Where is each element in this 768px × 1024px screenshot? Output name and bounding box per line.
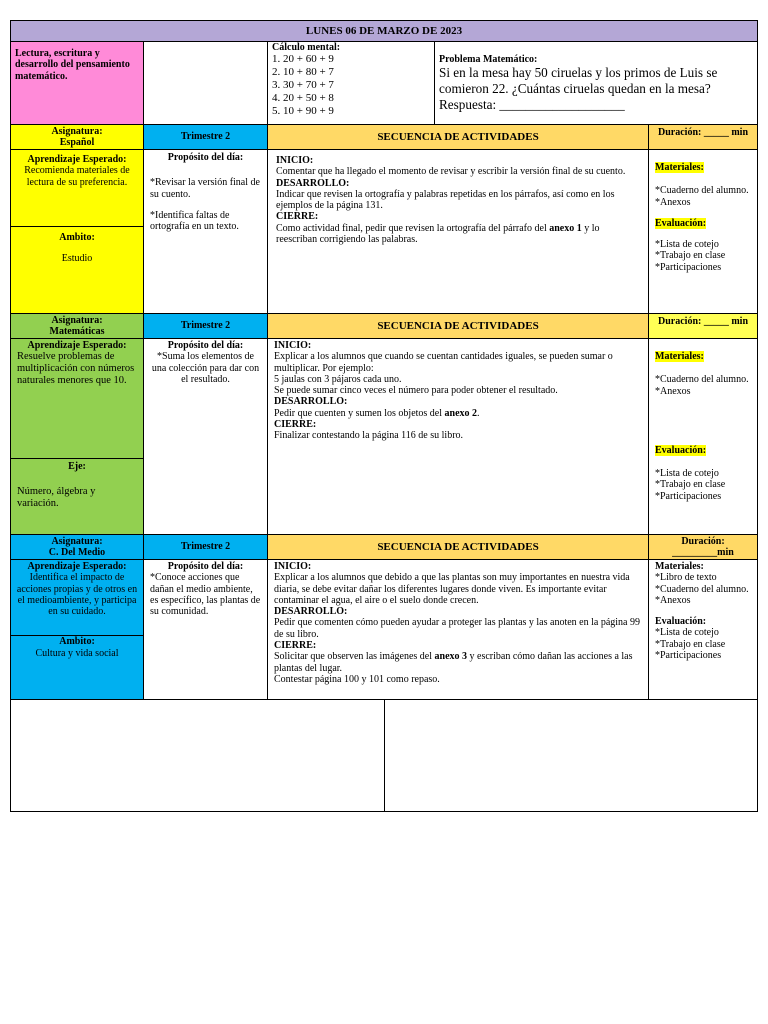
mental-calc-cell	[267, 41, 435, 125]
date-header: LUNES 06 DE MARZO DE 2023	[10, 20, 758, 42]
duration-espanol: Duración: _____ min	[648, 124, 758, 150]
duration-matematicas: Duración: _____ min	[648, 313, 758, 339]
subject-header-medio	[10, 534, 144, 560]
activities-cell-matematicas	[267, 338, 649, 535]
evaluacion-item: *Lista de cotejo	[655, 627, 719, 639]
proposito-text: *Revisar la versión final de su cuento.	[150, 177, 260, 200]
inicio-text: 5 jaulas con 3 pájaros cada uno.	[274, 373, 402, 385]
lesson-area-label: Lectura, escritura y desarrollo del pensamiento matemático.	[10, 41, 144, 125]
cierre-text-b: y lo reescriban corrigiendo las palabras.	[276, 222, 600, 246]
notes-cell-right	[384, 699, 758, 812]
evaluacion-label: Evaluación:	[655, 217, 707, 229]
mental-calc-item: 2. 10 + 80 + 7	[272, 66, 334, 79]
math-problem-answer: Respuesta: ___________________	[439, 97, 625, 113]
aprendizaje-text: Recomienda materiales de lectura de su preferencia.	[24, 165, 130, 188]
evaluacion-item: *Lista de cotejo	[655, 468, 719, 480]
sequence-header-medio: SECUENCIA DE ACTIVIDADES	[267, 534, 649, 560]
evaluacion-label: Evaluación:	[655, 616, 707, 628]
activities-cell-medio	[267, 559, 649, 700]
sequence-header-espanol: SECUENCIA DE ACTIVIDADES	[267, 124, 649, 150]
material-item: *Cuaderno del alumno.	[655, 583, 749, 595]
inicio-text: Explicar a los alumnos que debido a que las plantas son muy importantes en nuestra vida diaria, se debe evitar dañar los diferentes lugares donde viven. Es importante evitar contaminar el agua, el aire o el suelo donde crecen.	[274, 572, 630, 606]
inicio-text: Explicar a los alumnos que cuando se cuentan cantidades iguales, se pueden sumar o multiplicar. Por ejemplo:	[274, 351, 613, 374]
desarrollo-label: DESARROLLO:	[274, 606, 348, 618]
aprendizaje-text: Resuelve problemas de multiplicación con números naturales menores que 10.	[17, 351, 135, 387]
cierre-text-a: Como actividad final, pedir que revisen la ortografía del párrafo del	[276, 222, 550, 234]
desarrollo-label: DESARROLLO:	[274, 396, 348, 408]
cierre-label: CIERRE:	[274, 419, 317, 431]
proposito-title: Propósito del día:	[167, 152, 244, 163]
math-problem-text: Si en la mesa hay 50 ciruelas y los primos de Luis se comieron 22. ¿Cuántas ciruelas quedan en la mesa?	[439, 65, 718, 97]
mental-calc-item: 1. 20 + 60 + 9	[272, 53, 334, 66]
proposito-text: *Conoce acciones que dañan el medio ambiente, es específico, las plantas de su comunidad.	[150, 572, 261, 618]
evaluacion-item: *Trabajo en clase	[655, 479, 726, 491]
proposito-title: Propósito del día:	[167, 340, 244, 351]
ambito-cell-medio	[10, 635, 144, 700]
ambito-text: Estudio	[61, 253, 93, 265]
subject-header-espanol	[10, 124, 144, 150]
desarrollo-text	[274, 408, 642, 419]
eje-title: Eje:	[68, 461, 86, 472]
subject-label: Asignatura:	[51, 126, 103, 137]
desarrollo-text: Indicar que revisen la ortografía y palabras repetidas en los párrafos, así como en los ejemplos de la página 131.	[276, 188, 615, 212]
aprendizaje-title: Aprendizaje Esperado:	[27, 340, 127, 351]
resources-cell-medio	[648, 559, 758, 700]
aprendizaje-cell-matematicas	[10, 338, 144, 459]
material-item: *Anexos	[655, 385, 691, 397]
mental-calc-title: Cálculo mental:	[272, 42, 341, 53]
cierre-label: CIERRE:	[276, 211, 319, 223]
materiales-label: Materiales:	[655, 561, 704, 572]
materiales-label: Materiales:	[655, 351, 704, 362]
mental-calc-item: 5. 10 + 90 + 9	[272, 105, 334, 118]
cierre-text-a: Solicitar que observen las imágenes del	[274, 651, 435, 663]
aprendizaje-title: Aprendizaje Esperado:	[27, 561, 127, 572]
desarrollo-label: DESARROLLO:	[276, 177, 350, 189]
notes-cell-left	[10, 699, 385, 812]
trimester-medio: Trimestre 2	[143, 534, 268, 560]
subject-label: Asignatura:	[51, 315, 103, 326]
inicio-label: INICIO:	[274, 561, 312, 572]
cierre-text	[274, 651, 642, 674]
material-item: *Anexos	[655, 594, 691, 606]
ambito-cell-espanol	[10, 226, 144, 314]
evaluacion-item: *Trabajo en clase	[655, 250, 726, 262]
materiales-label: Materiales:	[655, 162, 704, 173]
anexo-reference: anexo 2	[444, 407, 478, 419]
proposito-text: *Identifica faltas de ortografía en un texto.	[150, 209, 239, 233]
activities-cell-espanol	[267, 149, 649, 314]
proposito-cell-medio	[143, 559, 268, 700]
subject-name: Español	[59, 137, 95, 148]
aprendizaje-cell-espanol	[10, 149, 144, 227]
duration-medio: Duración: _________min	[648, 534, 758, 560]
inicio-label: INICIO:	[274, 340, 312, 351]
mental-calc-item: 3. 30 + 70 + 7	[272, 79, 334, 92]
ambito-title: Ambito:	[59, 636, 95, 647]
math-problem-cell	[434, 41, 758, 125]
trimester-espanol: Trimestre 2	[143, 124, 268, 150]
evaluacion-item: *Participaciones	[655, 490, 722, 502]
resources-cell-matematicas	[648, 338, 758, 535]
aprendizaje-cell-medio	[10, 559, 144, 636]
resources-cell-espanol	[648, 149, 758, 314]
material-item: *Anexos	[655, 196, 691, 208]
math-problem-title: Problema Matemático:	[439, 54, 538, 65]
cierre-text-b: y escriban cómo dañan las acciones a las plantas del lugar.	[274, 651, 633, 674]
evaluacion-item: *Participaciones	[655, 261, 722, 273]
evaluacion-label: Evaluación:	[655, 444, 707, 456]
eje-text: Número, álgebra y variación.	[17, 486, 96, 510]
cierre-text: Contestar página 100 y 101 como repaso.	[274, 673, 440, 685]
ambito-text: Cultura y vida social	[35, 648, 119, 660]
proposito-text: *Suma los elementos de una colección para dar con el resultado.	[151, 351, 260, 385]
proposito-cell-espanol	[143, 149, 268, 314]
subject-name: C. Del Medio	[48, 547, 106, 558]
trimester-matematicas: Trimestre 2	[143, 313, 268, 339]
inicio-text: Comentar que ha llegado el momento de revisar y escribir la versión final de su cuento.	[276, 166, 626, 178]
evaluacion-item: *Lista de cotejo	[655, 239, 719, 251]
subject-name: Matemáticas	[49, 326, 105, 337]
mental-calc-item: 4. 20 + 50 + 8	[272, 92, 334, 105]
anexo-reference: anexo 1	[549, 222, 582, 234]
desarrollo-text: Pedir que comenten cómo pueden ayudar a proteger las plantas y las anoten en la página 99 de su libro.	[274, 617, 640, 640]
inicio-label: INICIO:	[276, 155, 314, 166]
material-item: *Cuaderno del alumno.	[655, 185, 749, 197]
blank-cell	[143, 41, 268, 125]
proposito-title: Propósito del día:	[167, 561, 244, 572]
proposito-cell-matematicas	[143, 338, 268, 535]
cierre-label: CIERRE:	[274, 640, 317, 652]
material-item: *Cuaderno del alumno.	[655, 374, 749, 386]
ambito-title: Ambito:	[59, 232, 95, 243]
aprendizaje-title: Aprendizaje Esperado:	[27, 154, 127, 165]
anexo-reference: anexo 3	[434, 651, 468, 663]
desarrollo-text-a: Pedir que cuenten y sumen los objetos del	[274, 407, 445, 419]
subject-header-matematicas	[10, 313, 144, 339]
subject-label: Asignatura:	[51, 536, 103, 547]
aprendizaje-text: Identifica el impacto de acciones propias y de otros en el medioambiente, y participa en su cuidado.	[16, 572, 138, 618]
evaluacion-item: *Trabajo en clase	[655, 638, 726, 650]
inicio-text: Se puede sumar cinco veces el número para poder obtener el resultado.	[274, 385, 558, 397]
desarrollo-text-b: .	[477, 407, 480, 419]
cierre-text	[276, 223, 640, 246]
sequence-header-matematicas: SECUENCIA DE ACTIVIDADES	[267, 313, 649, 339]
eje-cell-matematicas	[10, 458, 144, 535]
cierre-text: Finalizar contestando la página 116 de su libro.	[274, 430, 464, 442]
evaluacion-item: *Participaciones	[655, 650, 722, 662]
material-item: *Libro de texto	[655, 572, 717, 584]
